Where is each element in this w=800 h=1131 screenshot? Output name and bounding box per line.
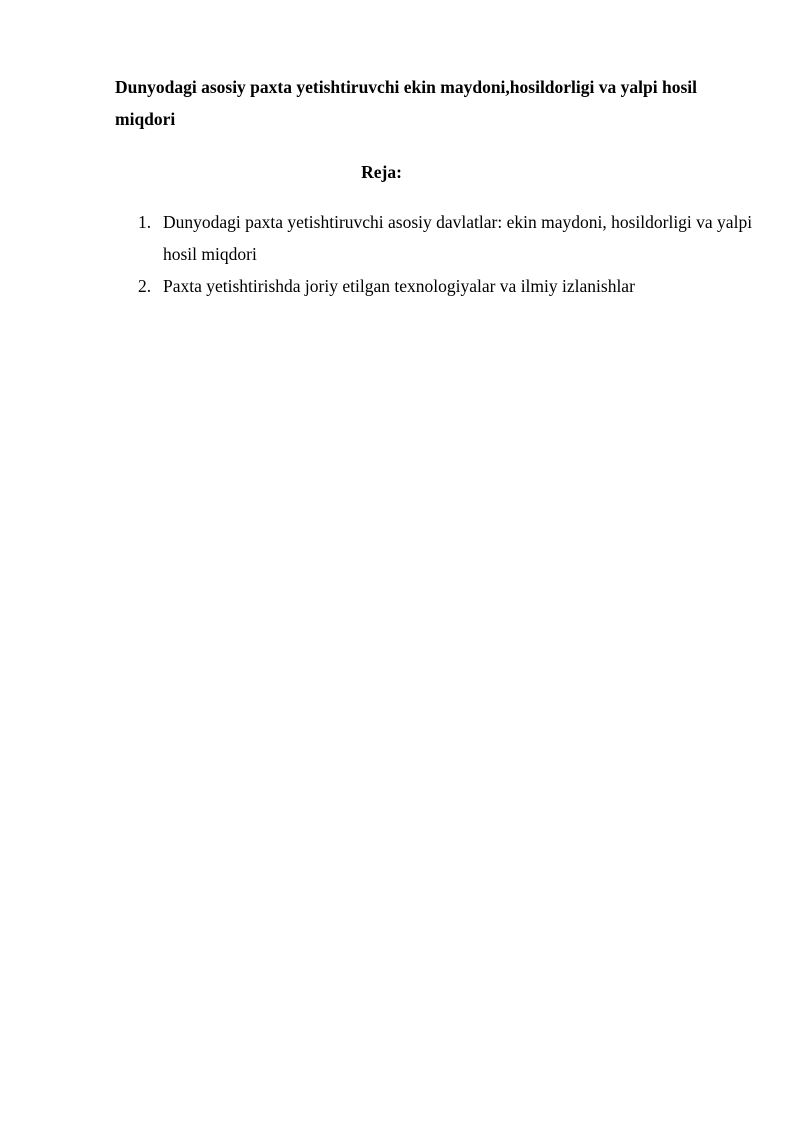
plan-item-2: [138, 270, 758, 302]
plan-item-number: 1.: [138, 212, 152, 232]
plan-list: [138, 206, 758, 302]
plan-item-number: 2.: [138, 276, 152, 296]
plan-heading: Reja:: [361, 162, 402, 182]
plan-item-text: Paxta yetishtirishda joriy etilgan texnologiyalar va ilmiy izlanishlar: [163, 276, 635, 296]
document-title: Dunyodagi asosiy paxta yetishtiruvchi ekin maydoni,hosildorligi va yalpi hosil miqdori: [115, 77, 697, 129]
plan-item-text: Dunyodagi paxta yetishtiruvchi asosiy davlatlar: ekin maydoni, hosildorligi va yalpi hosil miqdori: [163, 212, 753, 264]
plan-item-1: [138, 206, 758, 270]
